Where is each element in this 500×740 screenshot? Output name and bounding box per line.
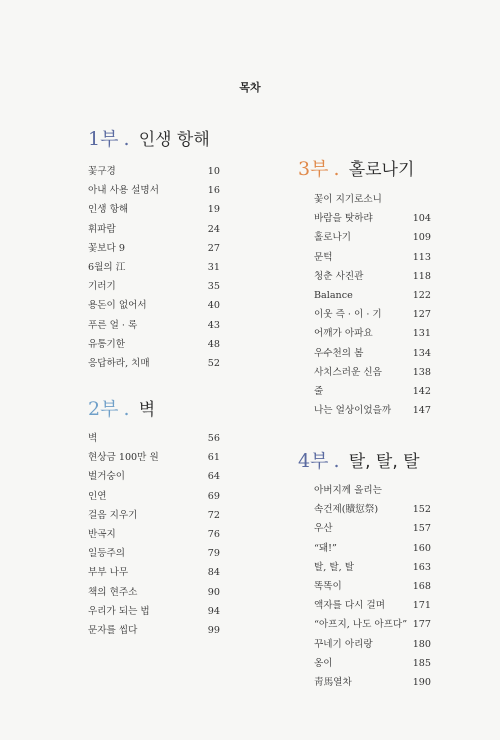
- part-heading: [88, 397, 220, 421]
- entry-page-number: 131: [412, 328, 431, 340]
- toc-entry: [314, 382, 431, 401]
- entry-page-number: 16: [207, 185, 220, 197]
- entry-page-number: 157: [412, 523, 431, 535]
- toc-entry: [314, 363, 431, 382]
- part-heading: [88, 127, 220, 151]
- entry-title: 일등주의: [88, 548, 126, 560]
- entry-page-number: 79: [207, 548, 220, 560]
- entry-page-number: 118: [412, 270, 431, 282]
- entry-title: 책의 현주소: [88, 586, 138, 598]
- entry-page-number: 152: [412, 504, 431, 516]
- toc-entry: [314, 401, 431, 420]
- entry-page-number: 113: [412, 251, 431, 263]
- entry-page-number: 24: [207, 223, 220, 235]
- entry-title: 응답하라, 치매: [88, 357, 150, 369]
- toc-entry: [314, 344, 431, 363]
- entry-page-number: 64: [207, 471, 220, 483]
- entry-title: 꽃구경: [88, 166, 116, 177]
- toc-entry: [314, 324, 431, 343]
- entry-title: “아프지, 나도 아프다”: [314, 619, 408, 631]
- entry-title: 액자를 다시 걸며: [314, 600, 385, 612]
- entry-title: 靑馬열차: [314, 676, 352, 688]
- entry-page-number: 27: [207, 242, 220, 254]
- entry-title: 현상금 100만 원: [88, 452, 159, 464]
- entry-title: 인연: [88, 490, 107, 502]
- entry-title: 반곡지: [88, 528, 116, 540]
- toc-entry: [314, 286, 431, 305]
- entry-page-number: 163: [412, 561, 431, 573]
- entry-page-number: 76: [207, 528, 220, 540]
- toc-entry: [88, 506, 220, 525]
- entry-title: 사치스러운 신음: [314, 366, 382, 378]
- toc-entry: [88, 354, 220, 373]
- toc-entry: [88, 316, 220, 335]
- entry-title: 똑똑이: [314, 580, 342, 592]
- toc-entry: [314, 596, 431, 615]
- toc-entry: [88, 296, 220, 315]
- toc-entry: [88, 487, 220, 506]
- entry-page-number: 10: [207, 166, 220, 177]
- page-title: 목차: [239, 81, 261, 94]
- toc-entry: [88, 621, 220, 640]
- entry-page-number: 35: [207, 281, 220, 293]
- toc-entry: [88, 277, 220, 296]
- entry-list: [314, 190, 431, 420]
- entry-title: 걸음 지우기: [88, 509, 138, 521]
- toc-entry: [314, 228, 431, 247]
- entry-page-number: 168: [412, 580, 431, 592]
- entry-title: 휘파람: [88, 223, 116, 235]
- part-separator: .: [333, 158, 340, 180]
- entry-page-number: 72: [207, 509, 220, 521]
- entry-page-number: 84: [207, 567, 220, 579]
- part-1-section: [88, 127, 220, 369]
- entry-title: 우수천의 봄: [314, 347, 364, 359]
- entry-title: 우리가 되는 법: [88, 605, 150, 617]
- entry-page-number: 142: [412, 385, 431, 397]
- entry-title: 부부 나무: [88, 567, 129, 579]
- entry-page-number: 147: [412, 405, 431, 417]
- entry-title: 아버지께 올리는: [314, 485, 382, 496]
- entry-list: [314, 481, 431, 692]
- entry-page-number: 52: [207, 357, 220, 369]
- toc-entry: [88, 544, 220, 563]
- toc-entry: [88, 162, 220, 181]
- entry-page-number: 61: [207, 452, 220, 464]
- part-separator: .: [123, 128, 130, 150]
- entry-page-number: 90: [207, 586, 220, 598]
- toc-entry: [88, 258, 220, 277]
- entry-title: 아내 사용 설명서: [88, 185, 159, 197]
- toc-entry: [314, 209, 431, 228]
- entry-page-number: 99: [207, 624, 220, 636]
- entry-page-number: 122: [412, 289, 431, 301]
- entry-page-number: 127: [412, 309, 431, 321]
- entry-title: 어깨가 아파요: [314, 328, 373, 340]
- entry-title: 문턱: [314, 251, 333, 263]
- part-4-section: [298, 449, 431, 688]
- toc-entry: [314, 577, 431, 596]
- toc-entry: [88, 239, 220, 258]
- entry-title: 인생 항해: [88, 204, 129, 216]
- toc-entry: [88, 467, 220, 486]
- entry-title: 이웃 즉 · 이 · 기: [314, 309, 382, 321]
- entry-list: [88, 162, 220, 373]
- entry-page-number: 19: [207, 204, 220, 216]
- entry-page-number: 190: [412, 676, 431, 688]
- entry-page-number: 171: [412, 600, 431, 612]
- toc-entry: [314, 190, 431, 209]
- toc-entry: [314, 635, 431, 654]
- toc-entry: [314, 267, 431, 286]
- toc-entry: [314, 305, 431, 324]
- entry-title: 우산: [314, 523, 333, 535]
- entry-page-number: 180: [412, 638, 431, 650]
- part-title: 홀로나기: [348, 160, 415, 180]
- entry-page-number: 40: [207, 300, 220, 312]
- toc-entry: [88, 181, 220, 200]
- entry-title: 문자를 씹다: [88, 624, 138, 636]
- part-title: 벽: [138, 400, 156, 420]
- entry-title: 꽃보다 9: [88, 242, 125, 254]
- part-separator: .: [123, 398, 130, 420]
- entry-title: 6월의 江: [88, 261, 126, 273]
- toc-entry: [314, 481, 431, 500]
- entry-title: 나는 얼상이었을까: [314, 405, 392, 417]
- toc-entry: [88, 602, 220, 621]
- part-heading: [298, 449, 431, 473]
- entry-title: 줄: [314, 385, 324, 397]
- entry-title: 꾸네기 아리랑: [314, 638, 373, 650]
- part-3-section: [298, 157, 431, 417]
- part-2-section: [88, 397, 220, 636]
- entry-title: 속건제(贖愆祭): [314, 504, 379, 516]
- part-number: 3부: [298, 158, 329, 180]
- entry-title: 푸른 얼 · 록: [88, 319, 138, 331]
- entry-page-number: 56: [207, 433, 220, 444]
- toc-entry: [88, 429, 220, 448]
- toc-entry: [88, 200, 220, 219]
- part-number: 4부: [298, 450, 329, 472]
- entry-title: “돼!”: [314, 542, 337, 554]
- entry-page-number: 31: [207, 261, 220, 273]
- toc-entry: [314, 558, 431, 577]
- entry-title: 벽: [88, 433, 98, 444]
- entry-title: 탈, 탈, 탈: [314, 561, 355, 573]
- entry-title: 청춘 사진관: [314, 270, 364, 282]
- entry-page-number: 104: [412, 213, 431, 225]
- entry-page-number: 43: [207, 319, 220, 331]
- toc-entry: [314, 654, 431, 673]
- entry-title: Balance: [314, 289, 353, 301]
- part-separator: .: [333, 450, 340, 472]
- toc-entry: [314, 673, 431, 692]
- entry-page-number: 138: [412, 366, 431, 378]
- entry-title: 바람을 탓하랴: [314, 213, 373, 225]
- entry-page-number: 109: [412, 232, 431, 244]
- entry-title: 유통기한: [88, 338, 126, 350]
- entry-page-number: 134: [412, 347, 431, 359]
- toc-entry: [88, 448, 220, 467]
- toc-entry: [314, 519, 431, 538]
- entry-title: 꽃이 지기로소니: [314, 194, 382, 205]
- entry-page-number: 160: [412, 542, 431, 554]
- toc-entry: [314, 500, 431, 519]
- part-number: 1부: [88, 128, 119, 150]
- toc-entry: [314, 615, 431, 634]
- entry-page-number: 177: [412, 619, 431, 631]
- entry-title: 기러기: [88, 281, 116, 293]
- entry-title: 벌거숭이: [88, 471, 126, 483]
- part-title: 탈, 탈, 탈: [348, 452, 420, 472]
- entry-title: 홀로나기: [314, 232, 352, 244]
- entry-page-number: 48: [207, 338, 220, 350]
- toc-entry: [314, 539, 431, 558]
- toc-entry: [314, 248, 431, 267]
- toc-entry: [88, 583, 220, 602]
- entry-page-number: 94: [207, 605, 220, 617]
- toc-entry: [88, 220, 220, 239]
- entry-page-number: 185: [412, 657, 431, 669]
- toc-entry: [88, 335, 220, 354]
- part-number: 2부: [88, 398, 119, 420]
- part-title: 인생 항해: [138, 130, 210, 150]
- toc-entry: [88, 525, 220, 544]
- part-heading: [298, 157, 431, 181]
- entry-title: 옹이: [314, 657, 333, 669]
- entry-title: 용돈이 없어서: [88, 300, 147, 312]
- entry-page-number: 69: [207, 490, 220, 502]
- entry-list: [88, 429, 220, 640]
- toc-entry: [88, 563, 220, 582]
